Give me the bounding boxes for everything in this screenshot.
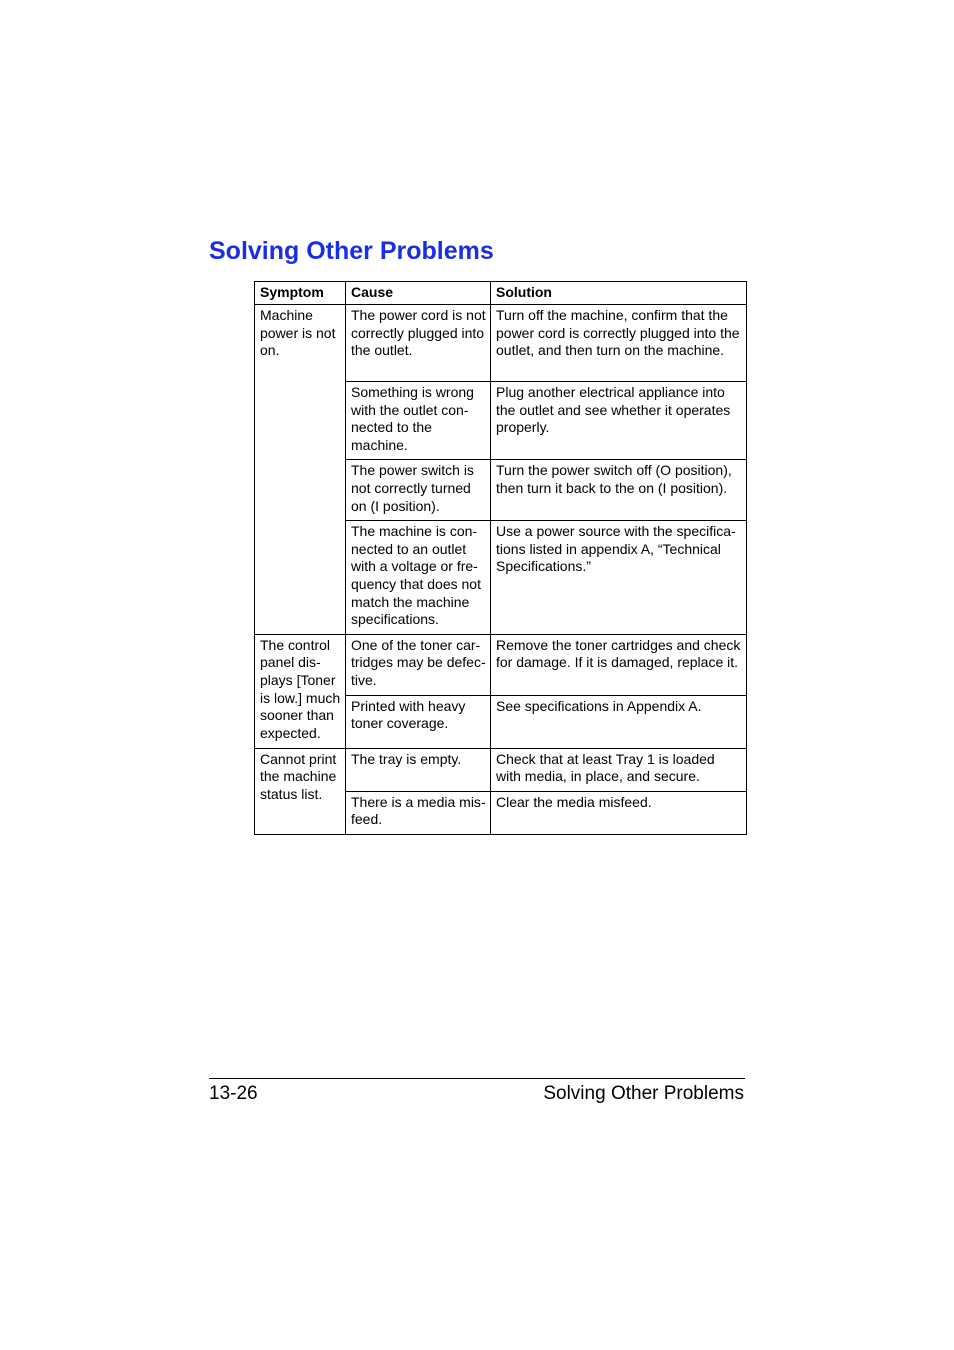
cause-cell: Something is wrong with the outlet connected to the machine.	[346, 382, 491, 460]
symptom-cell: Machine power is not on.	[255, 305, 346, 635]
cause-cell: Printed with heavy toner coverage.	[346, 695, 491, 748]
table-row	[255, 634, 747, 695]
solution-cell: Remove the toner cartridges and check for damage. If it is damaged, replace it.	[491, 634, 747, 695]
solution-cell: Clear the media misfeed.	[491, 791, 747, 834]
cause-cell: There is a media misfeed.	[346, 791, 491, 834]
symptom-cell: The control panel displays [Toner is low.] much sooner than expected.	[255, 634, 346, 748]
table-row	[255, 305, 747, 382]
solution-cell: Turn the power switch off (O position), then turn it back to the on (I position).	[491, 460, 747, 521]
cause-cell: The machine is connected to an outlet with a voltage or frequency that does not match the machine specifications.	[346, 521, 491, 635]
footer-section-title: Solving Other Problems	[543, 1083, 744, 1104]
table-header-row	[255, 282, 747, 305]
page-title: Solving Other Problems	[209, 237, 494, 265]
solution-cell: Check that at least Tray 1 is loaded with media, in place, and secure.	[491, 748, 747, 791]
symptom-cell: Cannot print the machine status list.	[255, 748, 346, 834]
solution-cell: Turn off the machine, confirm that the power cord is correctly plugged into the outlet, and then turn on the machine.	[491, 305, 747, 382]
footer-divider	[209, 1078, 745, 1079]
solution-cell: Plug another electrical appliance into the outlet and see whether it operates properly.	[491, 382, 747, 460]
header-solution: Solution	[491, 282, 747, 305]
table-row	[255, 748, 747, 791]
cause-cell: One of the toner cartridges may be defective.	[346, 634, 491, 695]
solution-cell: See specifications in Appendix A.	[491, 695, 747, 748]
cause-cell: The power switch is not correctly turned on (I position).	[346, 460, 491, 521]
solution-cell: Use a power source with the specifications listed in appendix A, “Technical Specifications.”	[491, 521, 747, 635]
header-symptom: Symptom	[255, 282, 346, 305]
header-cause: Cause	[346, 282, 491, 305]
cause-cell: The tray is empty.	[346, 748, 491, 791]
troubleshooting-table	[254, 281, 747, 835]
cause-cell: The power cord is not correctly plugged into the outlet.	[346, 305, 491, 382]
page-number: 13-26	[209, 1083, 258, 1104]
